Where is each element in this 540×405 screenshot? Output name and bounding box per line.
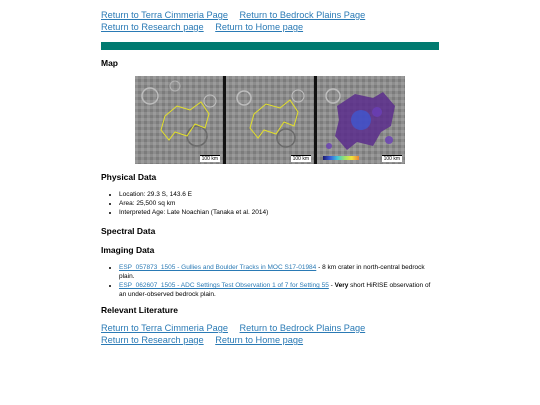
list-item <box>119 263 435 281</box>
link-home[interactable]: Return to Home page <box>215 22 304 32</box>
link-research[interactable]: Return to Research page <box>101 22 204 32</box>
link-terra-cimmeria[interactable]: Return to Terra Cimmeria Page <box>101 10 228 20</box>
heading-spectral-data: Spectral Data <box>101 226 156 236</box>
list-item <box>119 281 435 299</box>
map-panel-2 <box>226 76 314 164</box>
link-research[interactable]: Return to Research page <box>101 335 204 345</box>
map-image-strip <box>135 76 405 164</box>
map-panel-1 <box>135 76 223 164</box>
link-bedrock-plains[interactable]: Return to Bedrock Plains Page <box>239 10 366 20</box>
list-item: • Location: 29.3 S, 143.6 E <box>119 190 268 199</box>
scale-bar: 100 km <box>383 156 400 162</box>
link-terra-cimmeria[interactable]: Return to Terra Cimmeria Page <box>101 323 228 333</box>
hirise-link-1[interactable]: ESP_057873_1505 - Gullies and Boulder Tracks in MOC S17-01984 <box>119 264 317 271</box>
item-description: short HiRISE observation of an under-observed bedrock plain. <box>119 282 431 298</box>
heading-map: Map <box>101 58 118 68</box>
item-emphasis: Very <box>334 282 349 289</box>
physical-data-list <box>111 190 268 217</box>
item-description: - 8 km crater in north-central bedrock plain. <box>119 264 425 280</box>
heading-physical-data: Physical Data <box>101 172 157 182</box>
link-home[interactable]: Return to Home page <box>215 335 304 345</box>
bottom-nav <box>101 322 374 346</box>
hirise-link-2[interactable]: ESP_062607_1505 - ADC Settings Test Observation 1 of 7 for Setting 55 <box>119 282 329 289</box>
map-panel-3 <box>317 76 405 164</box>
list-item: • Area: 25,500 sq km <box>119 199 268 208</box>
top-nav <box>101 9 374 33</box>
link-bedrock-plains[interactable]: Return to Bedrock Plains Page <box>239 323 366 333</box>
scale-bar: 100 km <box>201 156 218 162</box>
imaging-data-list <box>111 263 435 299</box>
heading-imaging-data: Imaging Data <box>101 245 155 255</box>
item-separator: - <box>328 282 335 289</box>
scale-bar: 100 km <box>292 156 309 162</box>
heading-relevant-literature: Relevant Literature <box>101 305 178 315</box>
spectral-legend-bar <box>323 156 359 160</box>
list-item: • Interpreted Age: Late Noachian (Tanaka et al. 2014) <box>119 208 268 217</box>
accent-bar <box>101 42 439 50</box>
